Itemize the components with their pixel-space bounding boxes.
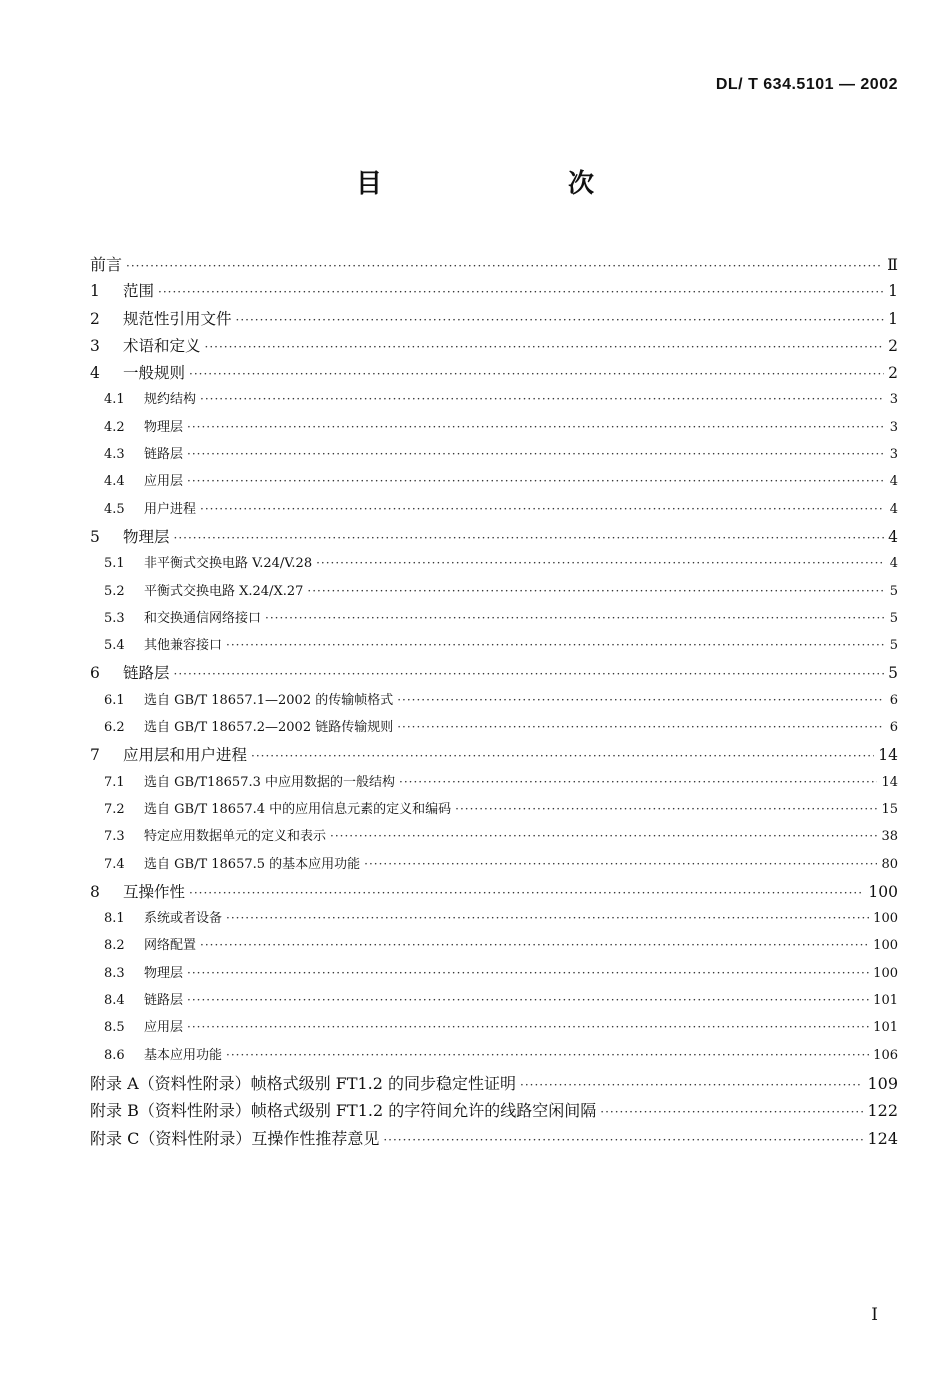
toc-entry[interactable] [90,743,898,770]
table-of-contents [90,252,898,1153]
toc-entry-page: 100 [873,911,898,927]
toc-entry-title: 附录 C（资料性附录）互操作性推荐意见 [90,1128,380,1148]
toc-entry-page: 4 [889,501,898,517]
toc-entry-title: 链路层 [123,664,170,683]
toc-entry-page: 80 [881,856,898,872]
toc-entry-title: 选自 GB/T 18657.5 的基本应用功能 [144,856,361,872]
toc-entry-number: 7.4 [104,856,125,872]
toc-leader-dots [364,857,877,871]
toc-entry[interactable] [90,907,898,934]
toc-entry[interactable] [90,771,898,798]
toc-entry[interactable] [90,416,898,443]
toc-entry-number: 6.2 [104,720,125,736]
toc-entry-page: 2 [888,336,898,355]
toc-entry-number: 7 [90,746,100,765]
toc-leader-dots [397,720,884,734]
toc-entry-title: 应用层 [144,1020,184,1036]
toc-leader-dots [226,638,884,652]
toc-entry-title: 附录 B（资料性附录）帧格式级别 FT1.2 的字符间允许的线路空闲间隔 [90,1101,597,1121]
toc-leader-dots [520,1078,863,1092]
toc-entry-number: 7.2 [104,801,125,817]
toc-leader-dots [226,911,869,925]
toc-entry[interactable] [90,661,898,688]
toc-entry-title: 选自 GB/T18657.3 中应用数据的一般结构 [144,774,396,790]
toc-entry-title: 其他兼容接口 [144,638,223,654]
toc-leader-dots [174,531,884,545]
toc-entry-page: 38 [881,829,898,845]
toc-entry-title: 物理层 [144,965,184,981]
toc-entry[interactable] [90,716,898,743]
toc-entry[interactable] [90,525,898,552]
toc-leader-dots [330,829,877,843]
toc-entry-title: 物理层 [144,419,184,435]
toc-entry-page: 101 [873,1020,898,1036]
toc-leader-dots [158,285,884,299]
toc-entry-title: 应用层和用户进程 [123,746,248,765]
toc-entry[interactable] [90,252,898,279]
toc-entry-title: 选自 GB/T 18657.4 中的应用信息元素的定义和编码 [144,801,452,817]
toc-leader-dots [316,556,884,570]
toc-entry[interactable] [90,443,898,470]
toc-entry-page: Ⅱ [887,255,898,274]
toc-entry[interactable] [90,607,898,634]
toc-entry-title: 应用层 [144,474,184,490]
toc-entry-number: 4.5 [104,501,125,517]
toc-leader-dots [126,259,883,273]
toc-entry-title: 规约结构 [144,392,197,408]
toc-entry-title: 链路层 [144,447,184,463]
toc-entry-page: 5 [889,583,898,599]
toc-entry-title: 附录 A（资料性附录）帧格式级别 FT1.2 的同步稳定性证明 [90,1073,517,1093]
toc-leader-dots [187,474,884,488]
toc-entry[interactable] [90,580,898,607]
toc-leader-dots [265,611,884,625]
toc-entry-number: 4.1 [104,392,125,408]
toc-leader-dots [200,502,884,516]
toc-entry[interactable] [90,1126,898,1153]
toc-entry[interactable] [90,388,898,415]
toc-entry-title: 和交换通信网络接口 [144,610,262,626]
toc-entry-page: 14 [881,774,898,790]
toc-entry[interactable] [90,470,898,497]
toc-entry-title: 网络配置 [144,938,197,954]
toc-entry-title: 平衡式交换电路 X.24/X.27 [144,583,304,599]
toc-entry[interactable] [90,798,898,825]
toc-leader-dots [189,367,884,381]
toc-entry-title: 选自 GB/T 18657.2—2002 链路传输规则 [144,720,394,736]
toc-entry-page: 6 [889,720,898,736]
toc-entry-number: 8 [90,882,100,901]
toc-entry-page: 100 [868,882,898,901]
toc-entry[interactable] [90,279,898,306]
toc-leader-dots [600,1105,863,1119]
toc-entry-number: 5.2 [104,583,125,599]
toc-entry[interactable] [90,498,898,525]
toc-entry-page: 5 [889,610,898,626]
toc-leader-dots [200,392,884,406]
toc-leader-dots [307,584,884,598]
toc-leader-dots [455,802,877,816]
toc-entry-title: 范围 [123,282,155,301]
toc-leader-dots [205,340,884,354]
toc-entry-title: 互操作性 [123,882,186,901]
toc-entry-title: 一般规则 [123,364,186,383]
toc-leader-dots [189,886,864,900]
toc-entry-number: 4.4 [104,474,125,490]
toc-entry-number: 4 [90,364,100,383]
toc-entry[interactable] [90,989,898,1016]
toc-entry-page: 3 [889,419,898,435]
toc-entry-title: 用户进程 [144,501,197,517]
toc-entry[interactable] [90,334,898,361]
page-title: 目 次 [355,169,674,199]
toc-leader-dots [200,938,869,952]
toc-entry-number: 7.1 [104,774,125,790]
toc-entry-title: 选自 GB/T 18657.1—2002 的传输帧格式 [144,692,394,708]
toc-entry[interactable] [90,552,898,579]
toc-entry[interactable] [90,853,898,880]
page-number: I [871,1305,878,1325]
toc-entry-number: 5 [90,527,100,546]
toc-entry-number: 7.3 [104,829,125,845]
toc-entry-number: 6 [90,664,100,683]
toc-leader-dots [187,420,884,434]
toc-leader-dots [383,1133,863,1147]
toc-entry[interactable] [90,880,898,907]
toc-entry-page: 106 [873,1047,898,1063]
toc-entry[interactable] [90,634,898,661]
toc-entry[interactable] [90,962,898,989]
toc-entry-title: 非平衡式交换电路 V.24/V.28 [144,556,313,572]
toc-entry-number: 8.3 [104,965,125,981]
standard-code: DL/ T 634.5101 — 2002 [715,76,898,93]
toc-entry-page: 3 [889,392,898,408]
toc-entry[interactable] [90,825,898,852]
toc-entry[interactable] [90,1071,898,1098]
toc-entry-title: 规范性引用文件 [123,309,232,328]
toc-entry-number: 8.4 [104,993,125,1009]
toc-entry[interactable] [90,934,898,961]
toc-entry[interactable] [90,689,898,716]
toc-entry-page: 122 [867,1101,898,1121]
toc-entry-title: 链路层 [144,993,184,1009]
toc-entry-page: 4 [889,474,898,490]
toc-entry-page: 4 [889,556,898,572]
toc-leader-dots [174,667,884,681]
toc-entry-page: 2 [888,364,898,383]
toc-entry-number: 8.1 [104,911,125,927]
toc-entry-number: 6.1 [104,692,125,708]
toc-entry-number: 8.6 [104,1047,125,1063]
toc-entry-page: 4 [888,527,898,546]
toc-leader-dots [187,447,884,461]
toc-leader-dots [187,966,869,980]
toc-entry-page: 3 [889,447,898,463]
toc-leader-dots [187,1020,869,1034]
toc-entry-number: 8.5 [104,1020,125,1036]
toc-entry-title: 术语和定义 [123,336,201,355]
toc-entry-page: 124 [867,1128,898,1148]
toc-entry-page: 5 [889,638,898,654]
toc-entry[interactable] [90,1044,898,1071]
toc-entry[interactable] [90,1098,898,1125]
toc-entry-page: 1 [888,282,898,301]
toc-entry-page: 5 [888,664,898,683]
toc-entry-number: 5.1 [104,556,125,572]
toc-entry[interactable] [90,307,898,334]
toc-leader-dots [187,993,869,1007]
toc-entry-page: 109 [867,1073,898,1093]
toc-entry-page: 100 [873,965,898,981]
toc-entry-title: 基本应用功能 [144,1047,223,1063]
toc-entry-number: 4.3 [104,447,125,463]
toc-entry-title: 物理层 [123,527,170,546]
toc-entry-page: 6 [889,692,898,708]
toc-leader-dots [399,775,877,789]
toc-entry-title: 系统或者设备 [144,911,223,927]
toc-entry-number: 5.3 [104,610,125,626]
toc-entry-number: 2 [90,309,100,328]
toc-entry-number: 4.2 [104,419,125,435]
toc-entry-number: 5.4 [104,638,125,654]
toc-entry-number: 8.2 [104,938,125,954]
toc-entry-number: 3 [90,336,100,355]
toc-entry-page: 101 [873,993,898,1009]
toc-leader-dots [251,749,874,763]
toc-entry-number: 1 [90,282,100,301]
toc-entry-page: 14 [878,746,898,765]
toc-leader-dots [236,313,884,327]
toc-leader-dots [226,1048,869,1062]
toc-entry-page: 100 [873,938,898,954]
toc-entry[interactable] [90,1016,898,1043]
toc-entry-page: 1 [888,309,898,328]
toc-entry-page: 15 [881,801,898,817]
toc-leader-dots [397,693,884,707]
toc-entry[interactable] [90,361,898,388]
toc-entry-title: 前言 [90,255,123,274]
toc-entry-title: 特定应用数据单元的定义和表示 [144,829,327,845]
